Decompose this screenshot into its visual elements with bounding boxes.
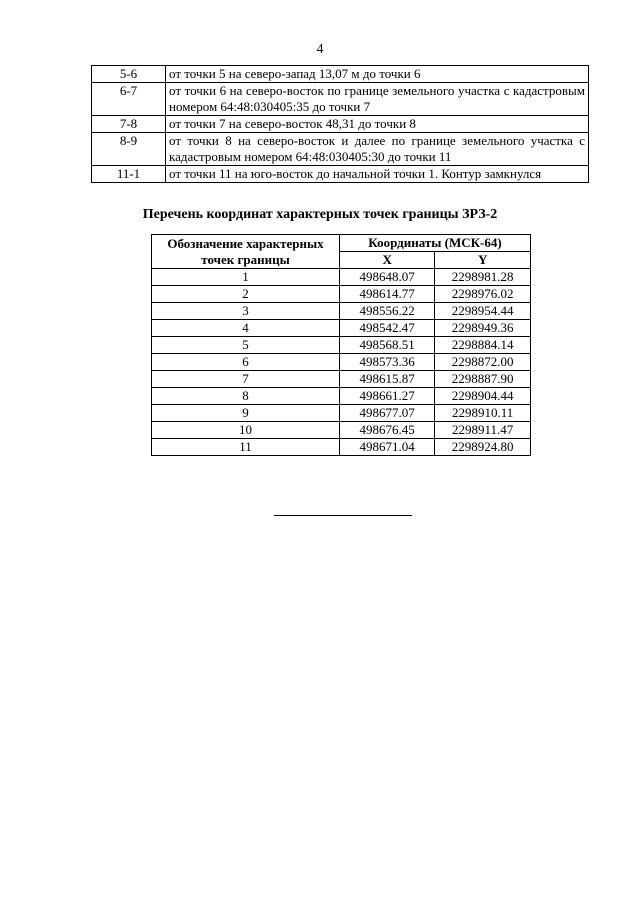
- table-row: [152, 405, 531, 422]
- point-cell: 2: [152, 286, 340, 303]
- header-coords: Координаты (МСК-64): [340, 235, 531, 252]
- segment-cell: 7-8: [92, 116, 166, 133]
- boundary-description-table: [91, 65, 589, 183]
- table-row: [152, 286, 531, 303]
- segment-description-cell: от точки 11 на юго-восток до начальной точки 1. Контур замкнулся: [166, 166, 589, 183]
- x-cell: 498614.77: [340, 286, 435, 303]
- y-cell: 2298981.28: [435, 269, 531, 286]
- x-cell: 498677.07: [340, 405, 435, 422]
- segment-cell: 5-6: [92, 66, 166, 83]
- point-cell: 5: [152, 337, 340, 354]
- table-row: [92, 83, 589, 116]
- y-cell: 2298976.02: [435, 286, 531, 303]
- x-cell: 498648.07: [340, 269, 435, 286]
- table-row: [152, 337, 531, 354]
- x-cell: 498542.47: [340, 320, 435, 337]
- coordinates-table: [151, 234, 531, 456]
- table-row: [92, 116, 589, 133]
- segment-cell: 8-9: [92, 133, 166, 166]
- y-cell: 2298911.47: [435, 422, 531, 439]
- table-row: [152, 354, 531, 371]
- table-header-row: [152, 235, 531, 252]
- y-cell: 2298872.00: [435, 354, 531, 371]
- point-cell: 11: [152, 439, 340, 456]
- y-cell: 2298904.44: [435, 388, 531, 405]
- x-cell: 498615.87: [340, 371, 435, 388]
- x-cell: 498671.04: [340, 439, 435, 456]
- header-y: Y: [435, 252, 531, 269]
- y-cell: 2298910.11: [435, 405, 531, 422]
- segment-description-cell: от точки 5 на северо-запад 13,07 м до точки 6: [166, 66, 589, 83]
- table-row: [92, 66, 589, 83]
- header-x: X: [340, 252, 435, 269]
- point-cell: 3: [152, 303, 340, 320]
- x-cell: 498573.36: [340, 354, 435, 371]
- segment-cell: 6-7: [92, 83, 166, 116]
- segment-description-cell: от точки 6 на северо-восток по границе земельного участка с кадастровым номером 64:48:030405:35 до точки 7: [166, 83, 589, 116]
- point-cell: 6: [152, 354, 340, 371]
- coordinates-title: Перечень координат характерных точек границы ЗРЗ-2: [142, 207, 498, 222]
- y-cell: 2298887.90: [435, 371, 531, 388]
- point-cell: 10: [152, 422, 340, 439]
- point-cell: 9: [152, 405, 340, 422]
- x-cell: 498661.27: [340, 388, 435, 405]
- table-row: [92, 166, 589, 183]
- y-cell: 2298884.14: [435, 337, 531, 354]
- y-cell: 2298954.44: [435, 303, 531, 320]
- table-row: [152, 422, 531, 439]
- table-row: [152, 303, 531, 320]
- x-cell: 498568.51: [340, 337, 435, 354]
- table-row: [152, 439, 531, 456]
- table-row: [152, 388, 531, 405]
- y-cell: 2298949.36: [435, 320, 531, 337]
- table-row: [152, 371, 531, 388]
- end-divider-line: [274, 515, 412, 516]
- page-number: 4: [316, 42, 324, 57]
- table-row: [152, 320, 531, 337]
- x-cell: 498676.45: [340, 422, 435, 439]
- y-cell: 2298924.80: [435, 439, 531, 456]
- header-point: Обозначение характерных точек границы: [152, 235, 340, 269]
- point-cell: 7: [152, 371, 340, 388]
- table-row: [152, 269, 531, 286]
- segment-description-cell: от точки 8 на северо-восток и далее по границе земельного участка с кадастровым номером 64:48:030405:30 до точки 11: [166, 133, 589, 166]
- point-cell: 1: [152, 269, 340, 286]
- point-cell: 4: [152, 320, 340, 337]
- point-cell: 8: [152, 388, 340, 405]
- segment-cell: 11-1: [92, 166, 166, 183]
- x-cell: 498556.22: [340, 303, 435, 320]
- table-row: [92, 133, 589, 166]
- segment-description-cell: от точки 7 на северо-восток 48,31 до точки 8: [166, 116, 589, 133]
